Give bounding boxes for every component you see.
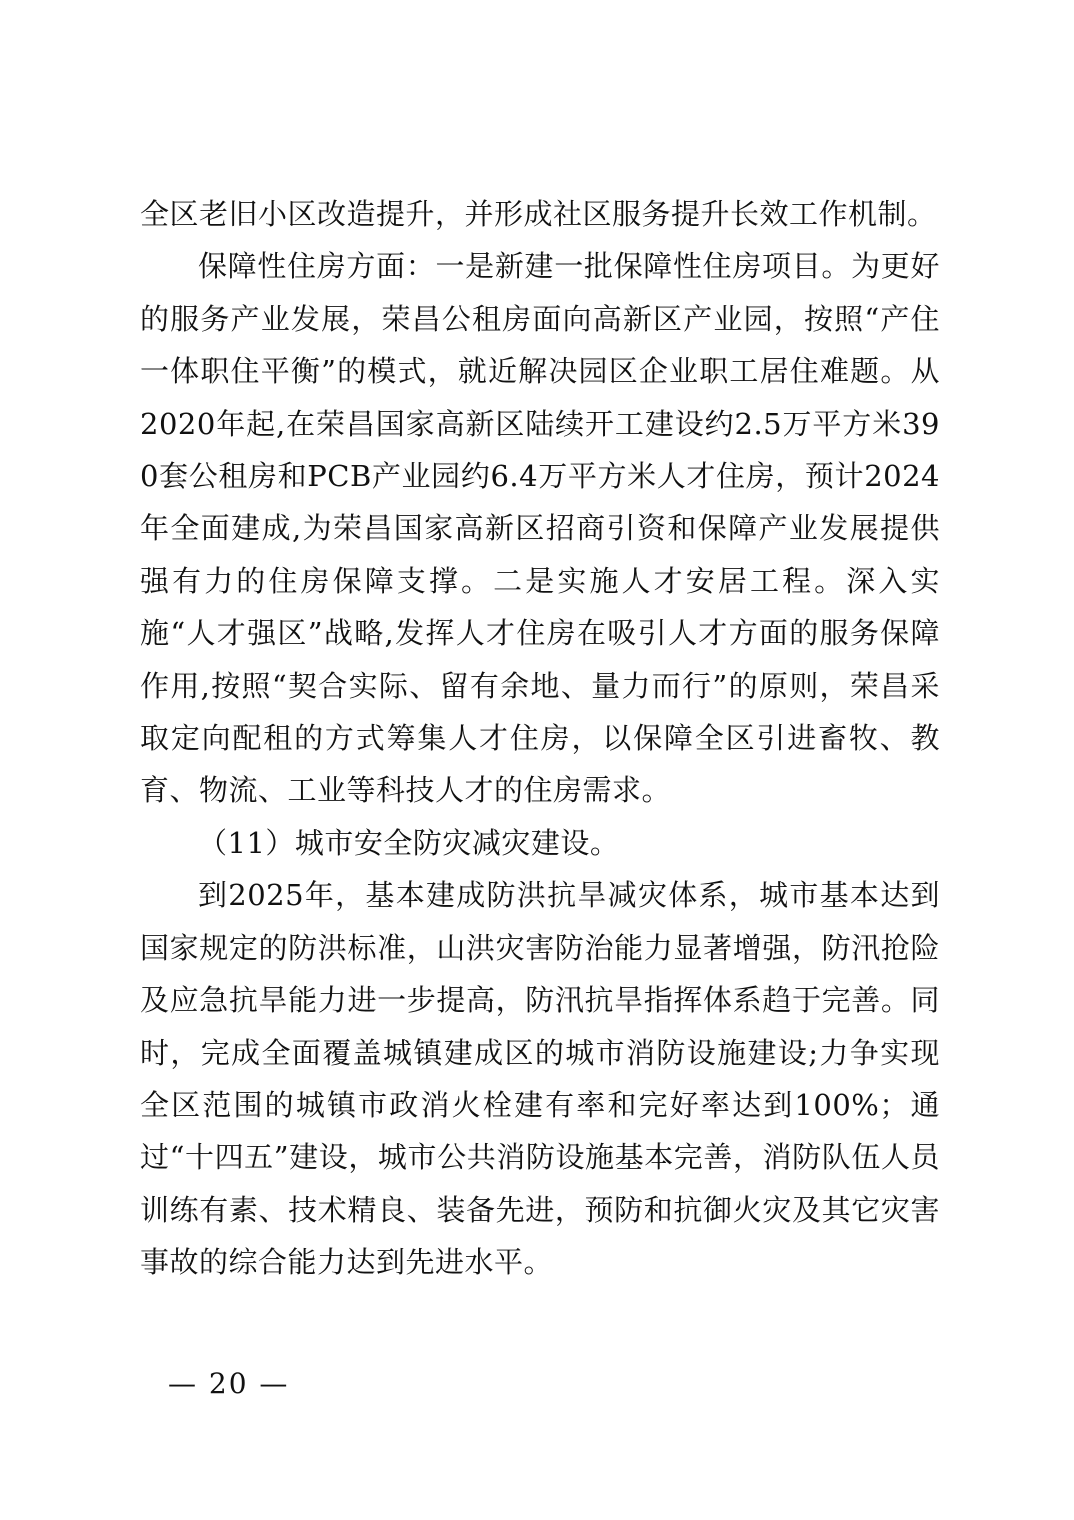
paragraph-continued: 全区老旧小区改造提升，并形成社区服务提升长效工作机制。 [140, 197, 937, 231]
body-text [140, 188, 940, 1289]
page-number: — 20 — [168, 1367, 290, 1400]
paragraph-housing: 保障性住房方面：一是新建一批保障性住房项目。为更好的服务产业发展，荣昌公租房面向高新区产业园，按照“产住一体职住平衡”的模式，就近解决园区企业职工居住难题。从2020年起,在荣昌国家高新区陆续开工建设约2.5万平方米390套公租房和PCB产业园约6.4万平方米人才住房，预计2024年全面建成,为荣昌国家高新区招商引资和保障产业发展提供强有力的住房保障支撑。二是实施人才安居工程。深入实施“人才强区”战略,发挥人才住房在吸引人才方面的服务保障作用,按照“契合实际、留有余地、量力而行”的原则，荣昌采取定向配租的方式筹集人才住房，以保障全区引进畜牧、教育、物流、工业等科技人才的住房需求。 [140, 249, 940, 808]
paragraph-disaster-prevention: 到2025年，基本建成防洪抗旱减灾体系，城市基本达到国家规定的防洪标准，山洪灾害防治能力显著增强，防汛抢险及应急抗旱能力进一步提高，防汛抗旱指挥体系趋于完善。同时，完成全面覆盖城镇建成区的城市消防设施建设;力争实现全区范围的城镇市政消火栓建有率和完好率达到100%；通过“十四五”建设，城市公共消防设施基本完善，消防队伍人员训练有素、技术精良、装备先进，预防和抗御火灾及其它灾害事故的综合能力达到先进水平。 [140, 878, 940, 1280]
section-heading: （11）城市安全防灾减灾建设。 [198, 825, 620, 860]
